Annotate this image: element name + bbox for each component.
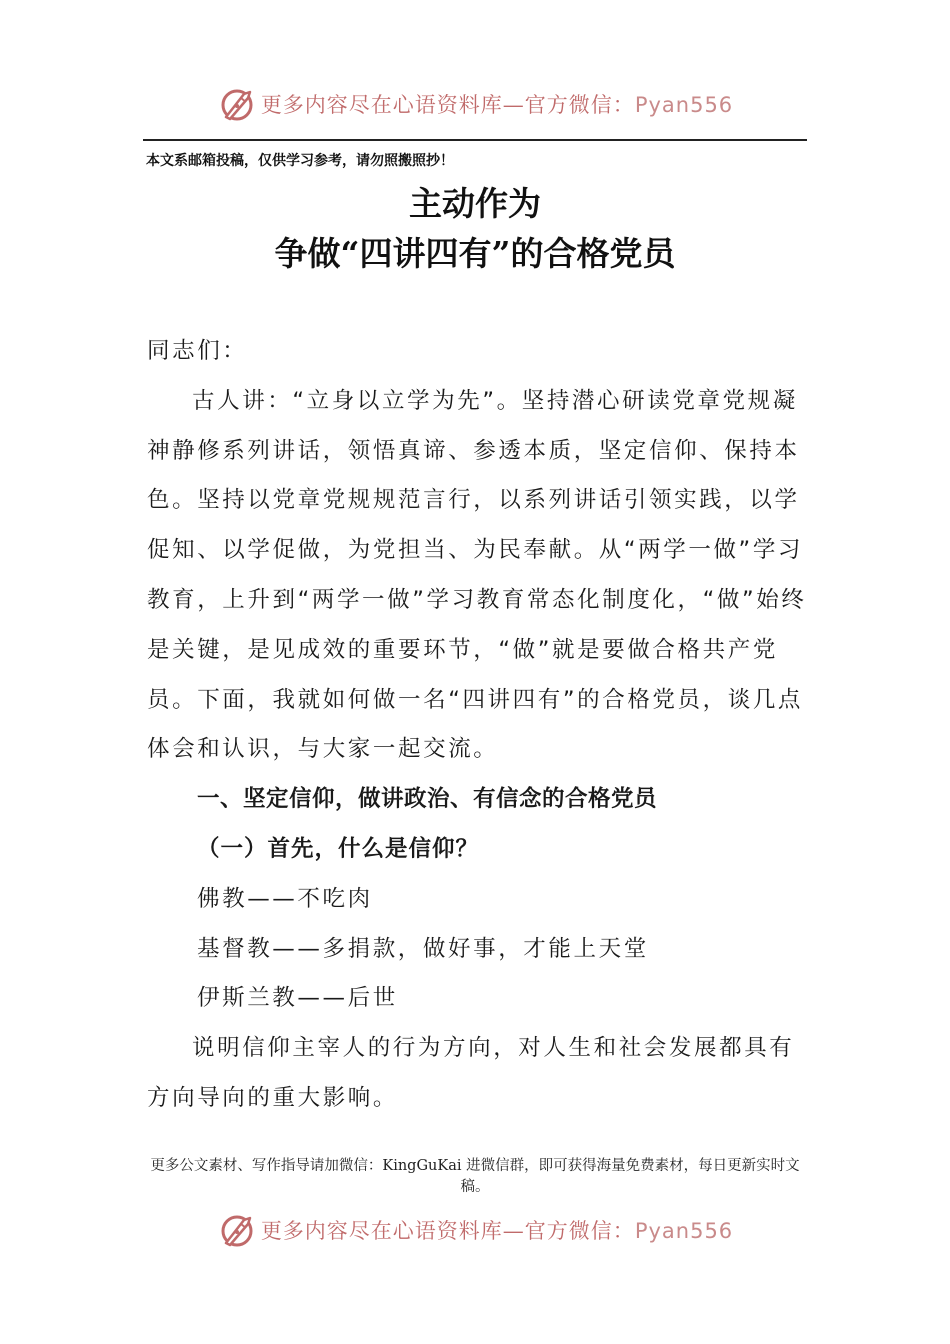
banner-text: 更多内容尽在心语资料库—官方微信：Pyan556 <box>260 1219 734 1243</box>
header-divider <box>143 139 807 141</box>
banner-wechat-id: Pyan556 <box>634 93 734 117</box>
document-title-line-1: 主动作为 <box>409 184 541 223</box>
banner-text: 更多内容尽在心语资料库—官方微信：Pyan556 <box>260 93 734 117</box>
footer-note: 更多公文素材、写作指导请加微信：KingGuKai 进微信群，即可获得海量免费素材，每日更新实时文稿。 <box>150 1158 800 1195</box>
salutation: 同志们： <box>147 338 248 364</box>
intro-paragraph: 古人讲：“立身以立学为先”。坚持潜心研读党章党规凝神静修系列讲话，领悟真谛、参透本质，坚定信仰、保持本色。坚持以党章党规规范言行，以系列讲话引领实践，以学促知、以学促做，为党担当、为民奉献。从“两学一做”学习教育，上升到“两学一做”学习教育常态化制度化，“做”始终是关键，是见成效的重要环节，“做”就是要做合格共产党员。下面，我就如何做一名“四讲四有”的合格党员，谈几点体会和认识，与大家一起交流。 <box>147 387 807 763</box>
list-item: 佛教——不吃肉 <box>197 885 373 912</box>
bottom-banner <box>0 1208 950 1252</box>
pen-nib-logo-icon <box>217 84 257 124</box>
list-item: 伊斯兰教——后世 <box>197 985 398 1012</box>
conclusion-paragraph: 说明信仰主宰人的行为方向，对人生和社会发展都具有方向导向的重大影响。 <box>147 1035 795 1111</box>
top-banner <box>0 82 950 126</box>
banner-wechat-id: Pyan556 <box>634 1219 734 1243</box>
document-title-line-2: 争做“四讲四有”的合格党员 <box>274 234 676 273</box>
subsection-heading-1: （一）首先，什么是信仰？ <box>197 835 480 862</box>
pen-nib-logo-icon <box>217 1210 257 1250</box>
section-heading-1: 一、坚定信仰，做讲政治、有信念的合格党员 <box>197 786 658 813</box>
document-body <box>147 327 807 1124</box>
submission-notice: 本文系邮箱投稿，仅供学习参考，请勿照搬照抄！ <box>146 153 454 169</box>
list-item: 基督教——多捐款，做好事，才能上天堂 <box>197 935 649 962</box>
